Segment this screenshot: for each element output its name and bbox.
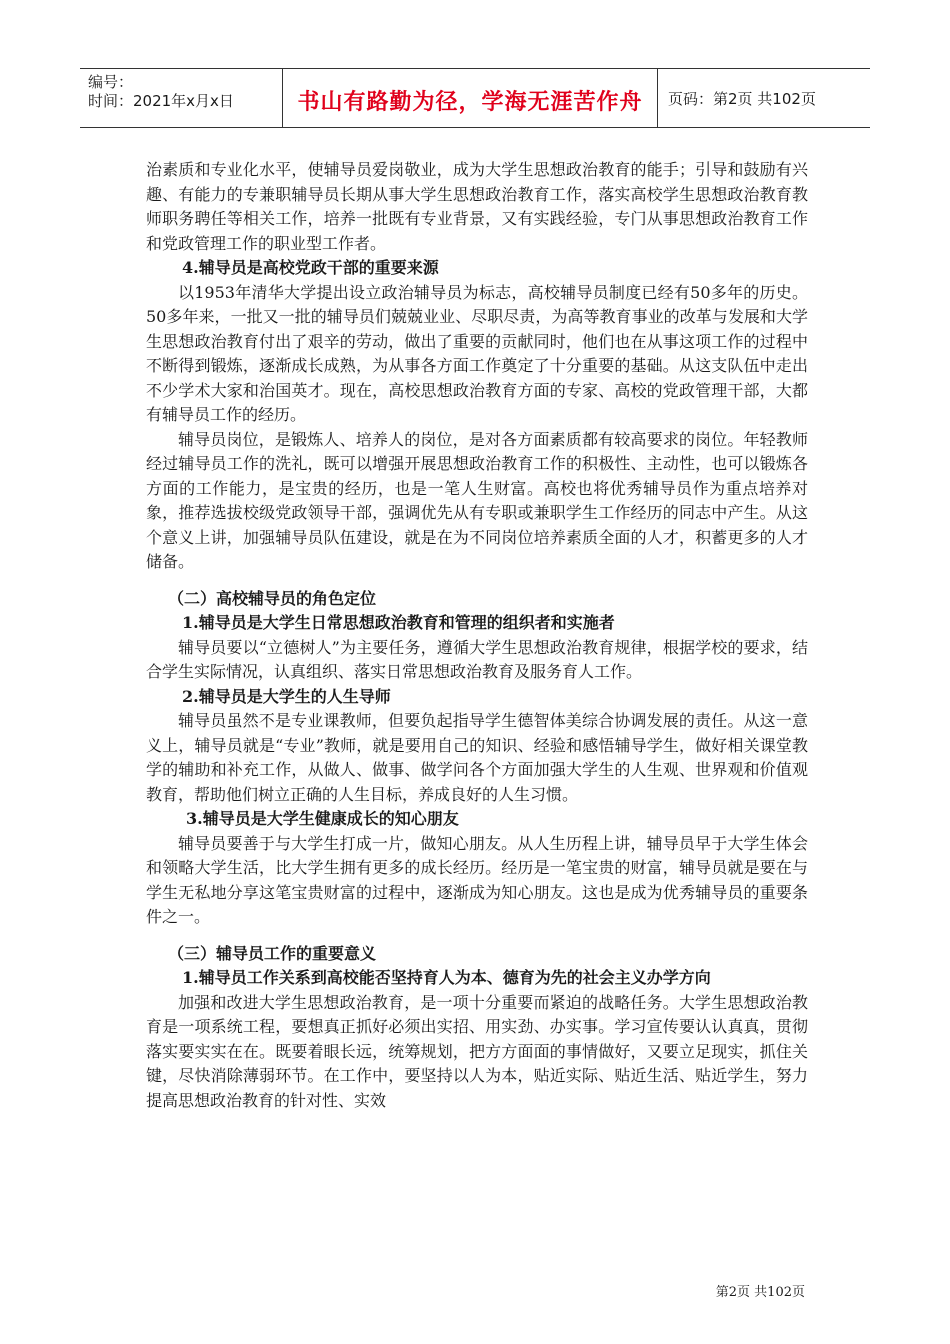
paragraph: 辅导员要善于与大学生打成一片，做知心朋友。从人生历程上讲，辅导员早于大学生体会和领略大学生活，比大学生拥有更多的成长经历。经历是一笔宝贵的财富，辅导员就是要在与学生无私地分享这笔宝贵财富的过程中，逐渐成为知心朋友。这也是成为优秀辅导员的重要条件之一。 bbox=[146, 833, 808, 926]
section-heading: （三）辅导员工作的重要意义 bbox=[168, 943, 377, 963]
page-header bbox=[80, 68, 870, 128]
section-heading: （二）高校辅导员的角色定位 bbox=[168, 588, 377, 608]
paragraph: 辅导员岗位，是锻炼人、培养人的岗位，是对各方面素质都有较高要求的岗位。年轻教师经过辅导员工作的洗礼，既可以增强开展思想政治教育工作的积极性、主动性，也可以锻炼各方面的工作能力，是宝贵的经历，也是一笔人生财富。高校也将优秀辅导员作为重点培养对象，推荐选拔校级党政领导干部，强调优先从有专职或兼职学生工作经历的同志中产生。从这个意义上讲，加强辅导员队伍建设，就是在为不同岗位培养素质全面的人才，积蓄更多的人才储备。 bbox=[146, 429, 808, 571]
motto-text: 书山有路勤为径，学海无涯苦作舟 bbox=[297, 89, 643, 115]
time-label: 时间：2021年x月x日 bbox=[88, 92, 234, 110]
paragraph: 辅导员虽然不是专业课教师，但要负起指导学生德智体美综合协调发展的责任。从这一意义上，辅导员就是“专业”教师，就是要用自己的知识、经验和感悟辅导学生，做好相关课堂教学的辅助和补充工作，从做人、做事、做学问各个方面加强大学生的人生观、世界观和价值观教育，帮助他们树立正确的人生目标，养成良好的人生习惯。 bbox=[146, 711, 808, 804]
paragraph: 治素质和专业化水平，使辅导员爱岗敬业，成为大学生思想政治教育的能手；引导和鼓励有兴趣、有能力的专兼职辅导员长期从事大学生思想政治教育工作，落实高校学生思想政治教育教师职务聘任等相关工作，培养一批既有专业背景，又有实践经验，专门从事思想政治教育工作和党政管理工作的职业型工作者。 bbox=[146, 160, 808, 253]
subheading: 3.辅导员是大学生健康成长的知心朋友 bbox=[186, 809, 459, 828]
page-footer: 第2页 共102页 bbox=[715, 1285, 805, 1300]
subheading: 1.辅导员是大学生日常思想政治教育和管理的组织者和实施者 bbox=[182, 613, 615, 632]
paragraph: 以1953年清华大学提出设立政治辅导员为标志，高校辅导员制度已经有50多年的历史。50多年来，一批又一批的辅导员们兢兢业业、尽职尽责，为高等教育事业的改革与发展和大学生思想政治教育付出了艰辛的劳动，做出了重要的贡献同时，他们也在从事这项工作的过程中不断得到锻炼，逐渐成长成熟，为从事各方面工作奠定了十分重要的基础。从这支队伍中走出不少学术大家和治国英才。现在，高校思想政治教育方面的专家、高校的党政管理干部，大都有辅导员工作的经历。 bbox=[146, 282, 808, 424]
header-meta-cell bbox=[80, 69, 282, 127]
serial-label: 编号： bbox=[88, 73, 134, 91]
subheading: 2.辅导员是大学生的人生导师 bbox=[182, 686, 391, 706]
document-body bbox=[146, 158, 808, 1113]
paragraph: 辅导员要以“立德树人”为主要任务，遵循大学生思想政治教育规律，根据学校的要求，结合学生实际情况，认真组织、落实日常思想政治教育及服务育人工作。 bbox=[146, 637, 808, 681]
subheading: 1.辅导员工作关系到高校能否坚持育人为本、德育为先的社会主义办学方向 bbox=[182, 968, 711, 987]
subheading: 4.辅导员是高校党政干部的重要来源 bbox=[182, 258, 439, 277]
header-motto-cell bbox=[282, 69, 658, 127]
header-page-cell bbox=[658, 69, 870, 127]
paragraph: 加强和改进大学生思想政治教育，是一项十分重要而紧迫的战略任务。大学生思想政治教育是一项系统工程，要想真正抓好必须出实招、用实劲、办实事。学习宣传要认认真真，贯彻落实要实实在在。既要着眼长远，统筹规划，把方方面面的事情做好，又要立足现实，抓住关键，尽快消除薄弱环节。在工作中，要坚持以人为本，贴近实际、贴近生活、贴近学生，努力提高思想政治教育的针对性、实效 bbox=[146, 992, 808, 1110]
page-code: 页码：第2页 共102页 bbox=[668, 89, 816, 108]
